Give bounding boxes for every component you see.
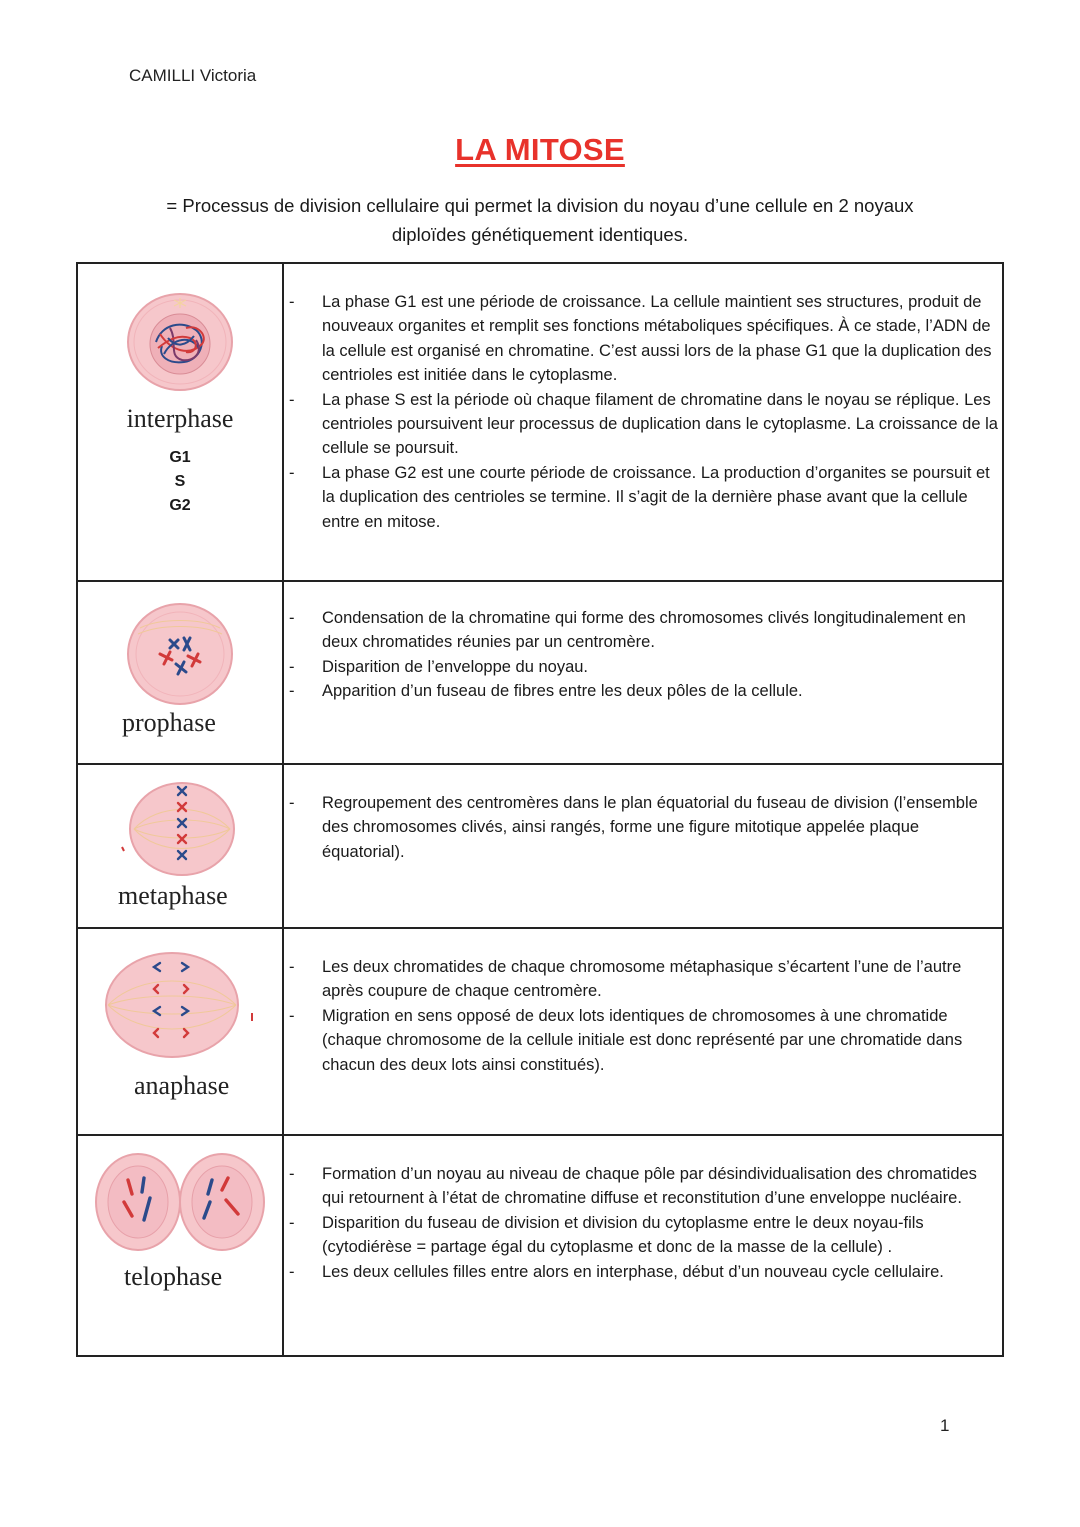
list-item: - La phase G1 est une période de croissance. La cellule maintient ses structures, produit de nouveaux organites et remplit ses fonctions métaboliques spécifiques. À ce stade, l’ADN de la cellule est organisé en chromatine. C’est aussi lors de la phase G1 que la duplication des centrioles est initiée dans le cytoplasme.	[284, 290, 1002, 388]
phase-description-list	[284, 606, 1002, 704]
telophase-cell-icon	[92, 1150, 268, 1254]
list-item: - Apparition d’un fuseau de fibres entre les deux pôles de la cellule.	[284, 679, 1002, 703]
anaphase-cell-icon	[100, 947, 260, 1063]
phase-image-cell	[77, 928, 283, 1135]
phase-description-cell	[283, 764, 1003, 928]
phase-row-telophase	[77, 1135, 1003, 1356]
phase-row-anaphase	[77, 928, 1003, 1135]
list-item: - Disparition de l’enveloppe du noyau.	[284, 655, 1002, 679]
list-item: - Condensation de la chromatine qui forme des chromosomes clivés longitudinalement en deux chromatides réunies par un centromère.	[284, 606, 1002, 655]
phase-description-list	[284, 290, 1002, 534]
list-item: - Migration en sens opposé de deux lots identiques de chromosomes à une chromatide (chaque chromosome de la cellule initiale est donc représenté par une chromatide dans chacun des deux lots ainsi constitués).	[284, 1004, 1002, 1077]
page-number: 1	[940, 1416, 950, 1435]
list-item: - Formation d’un noyau au niveau de chaque pôle par désindividualisation des chromatides qui retournent à l’état de chromatine diffuse et reconstitution d’une enveloppe nucléaire.	[284, 1162, 1002, 1211]
list-item: - Disparition du fuseau de division et division du cytoplasme entre le deux noyau-fils (cytodiérèse = partage égal du cytoplasme et donc de la masse de la cellule) .	[284, 1211, 1002, 1260]
list-item: - Les deux cellules filles entre alors en interphase, début d’un nouveau cycle cellulaire.	[284, 1260, 1002, 1284]
subphase-list	[78, 446, 282, 518]
subphase-g2: G2	[169, 497, 191, 514]
definition-line-2: diploïdes génétiquement identiques.	[391, 224, 689, 245]
phases-table	[76, 262, 1004, 1357]
phase-label: metaphase	[118, 881, 228, 910]
list-item: - Regroupement des centromères dans le plan équatorial du fuseau de division (l’ensemble des chromosomes clivés, ainsi rangés, forme une figure mitotique appelée plaque équatorial).	[284, 791, 1002, 864]
definition-line-1: = Processus de division cellulaire qui permet la division du noyau d’une cellule en 2 noyaux	[166, 195, 914, 216]
list-item: - La phase S est la période où chaque filament de chromatine dans le noyau se réplique. Les centrioles poursuivent leur processus de duplication dans le cytoplasme. La croissance de la cellule se poursuit.	[284, 388, 1002, 461]
phase-image-cell	[77, 764, 283, 928]
list-item: - Les deux chromatides de chaque chromosome métaphasique s’écartent l’une de l’autre après coupure de chaque centromère.	[284, 955, 1002, 1004]
phase-row-prophase	[77, 581, 1003, 764]
phase-image-cell	[77, 263, 283, 581]
phase-label: interphase	[126, 404, 234, 433]
phase-image-cell	[77, 1135, 283, 1356]
phase-description-cell	[283, 581, 1003, 764]
phase-label: prophase	[122, 708, 216, 737]
metaphase-cell-icon	[118, 773, 242, 877]
prophase-cell-icon	[120, 598, 240, 708]
phase-description-list	[284, 1162, 1002, 1284]
phase-description-list	[284, 791, 1002, 864]
phase-description-list	[284, 955, 1002, 1077]
phase-description-cell	[283, 1135, 1003, 1356]
subphase-s: S	[174, 473, 186, 490]
phase-description-cell	[283, 263, 1003, 581]
phase-image-cell	[77, 581, 283, 764]
phase-label: anaphase	[134, 1071, 230, 1100]
author-name: CAMILLI Victoria	[129, 66, 257, 85]
phase-description-cell	[283, 928, 1003, 1135]
phase-row-interphase	[77, 263, 1003, 581]
page-title: LA MITOSE	[455, 132, 625, 167]
phase-label: telophase	[124, 1262, 223, 1291]
list-item: - La phase G2 est une courte période de croissance. La production d’organites se poursuit et la duplication des centrioles se termine. Il s’agit de la dernière phase avant que la cellule entre en mitose.	[284, 461, 1002, 534]
subphase-g1: G1	[169, 449, 191, 466]
interphase-cell-icon	[120, 290, 240, 400]
definition	[100, 191, 980, 249]
phase-row-metaphase	[77, 764, 1003, 928]
